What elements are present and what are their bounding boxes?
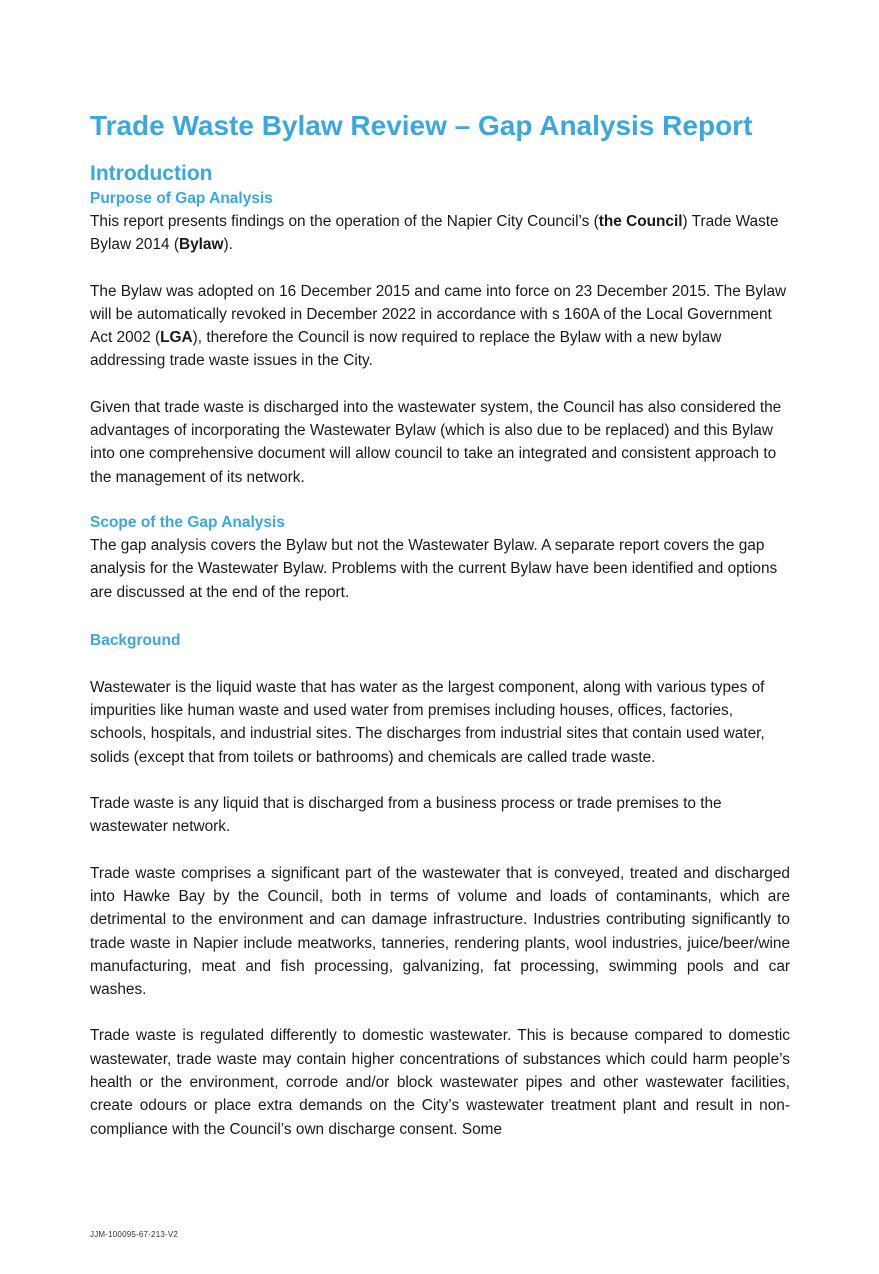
- paragraph-background-2: Trade waste is any liquid that is discharged from a business process or trade premises to the wastewater network.: [90, 795, 722, 836]
- subheading-scope: Scope of the Gap Analysis: [90, 513, 285, 531]
- subheading-background: Background: [90, 631, 181, 649]
- document-page: [90, 106, 790, 1141]
- paragraph-background-1: Wastewater is the liquid waste that has water as the largest component, along with various types of impurities like human waste and used water from premises including houses, offices, factories, schools, hospitals, and industrial sites. The discharges from industrial sites that contain used water, solids (except that from toilets or bathrooms) and chemicals are called trade waste.: [90, 678, 765, 766]
- paragraph-background-4: Trade waste is regulated differently to domestic wastewater. This is because compared to domestic wastewater, trade waste may contain higher concentrations of substances which could harm people’s health or the environment, corrode and/or block wastewater pipes and other wastewater facilities, create odours or place extra demands on the City’s wastewater treatment plant and result in non-compliance with the Council’s own discharge consent. Some: [90, 1027, 790, 1138]
- subheading-purpose: Purpose of Gap Analysis: [90, 190, 273, 207]
- paragraph-purpose-1: This report presents findings on the operation of the Napier City Council’s (the Council) Trade Waste Bylaw 2014 (Bylaw).: [90, 213, 779, 254]
- footer-doc-reference: JJM-100095-67-213-V2: [90, 1230, 179, 1239]
- section-heading-introduction: Introduction: [90, 162, 213, 185]
- document-title: Trade Waste Bylaw Review – Gap Analysis Report: [90, 110, 753, 141]
- paragraph-scope-1: The gap analysis covers the Bylaw but not the Wastewater Bylaw. A separate report covers the gap analysis for the Wastewater Bylaw. Problems with the current Bylaw have been identified and options are discussed at the end of the report.: [90, 536, 778, 601]
- paragraph-background-3: Trade waste comprises a significant part of the wastewater that is conveyed, treated and discharged into Hawke Bay by the Council, both in terms of volume and loads of contaminants, which are detrimental to the environment and can damage infrastructure. Industries contributing significantly to trade waste in Napier include meatworks, tanneries, rendering plants, wool industries, juice/beer/wine manufacturing, meat and fish processing, galvanizing, fat processing, swimming pools and car washes.: [90, 864, 790, 999]
- paragraph-purpose-3: Given that trade waste is discharged into the wastewater system, the Council has also considered the advantages of incorporating the Wastewater Bylaw (which is also due to be replaced) and this Bylaw into one comprehensive document will allow council to take an integrated and consistent approach to the management of its network.: [90, 398, 782, 486]
- paragraph-purpose-2: The Bylaw was adopted on 16 December 2015 and came into force on 23 December 2015. The Bylaw will be automatically revoked in December 2022 in accordance with s 160A of the Local Government Act 2002 (LGA), therefore the Council is now required to replace the Bylaw with a new bylaw addressing trade waste issues in the City.: [90, 282, 787, 370]
